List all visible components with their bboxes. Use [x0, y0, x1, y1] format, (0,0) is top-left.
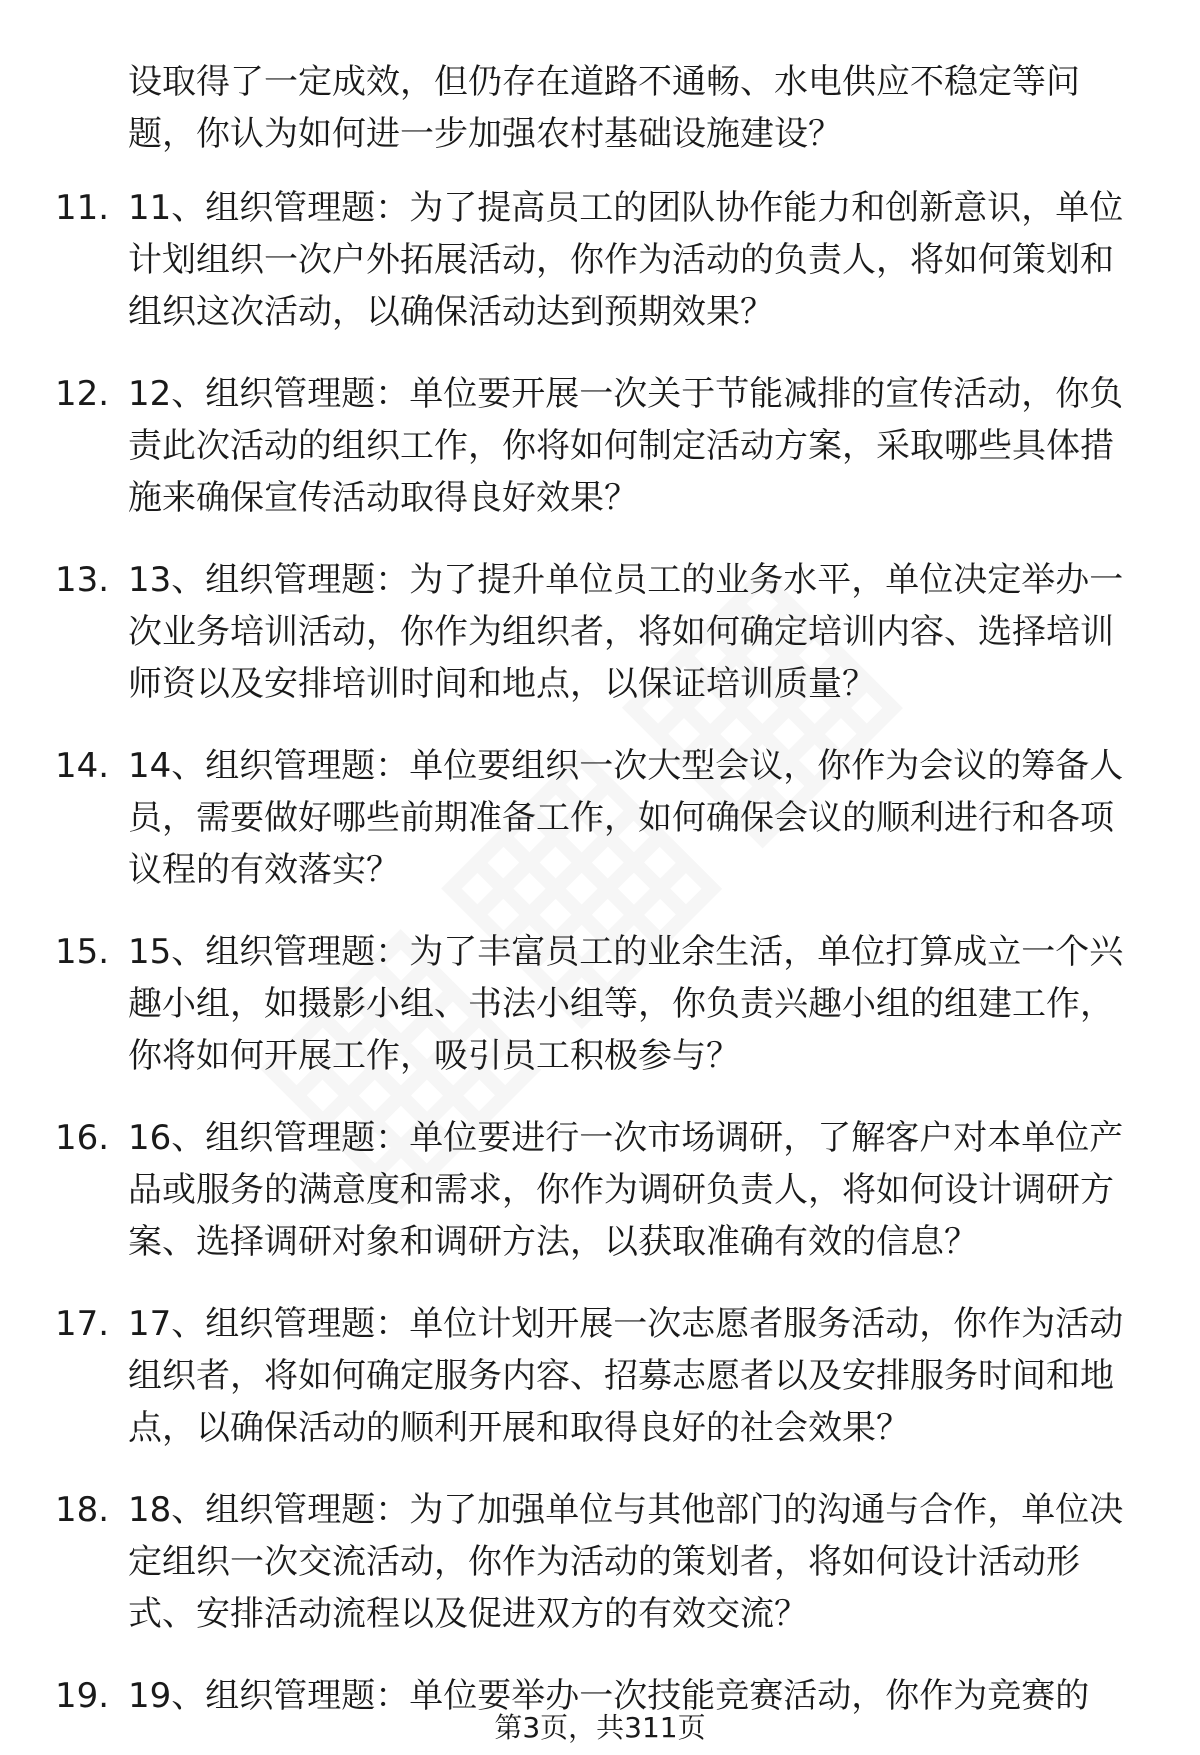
item-text: 14、组织管理题：单位要组织一次大型会议，你作为会议的筹备人员，需要做好哪些前期准备工作，如何确保会议的顺利进行和各项议程的有效落实？	[128, 746, 1124, 890]
list-item	[0, 1298, 1200, 1454]
item-text: 17、组织管理题：单位计划开展一次志愿者服务活动，你作为活动组织者，将如何确定服务内容、招募志愿者以及安排服务时间和地点，以确保活动的顺利开展和取得良好的社会效果？	[128, 1304, 1124, 1448]
continuation-paragraph: 设取得了一定成效，但仍存在道路不通畅、水电供应不稳定等问题，你认为如何进一步加强农村基础设施建设？	[128, 62, 1080, 154]
list-item	[0, 926, 1200, 1082]
list-item	[0, 740, 1200, 896]
list-item	[0, 1484, 1200, 1640]
item-text: 19、组织管理题：单位要举办一次技能竞赛活动，你作为竞赛的	[128, 1676, 1090, 1716]
item-number: 16.	[55, 1118, 110, 1158]
list-item	[0, 368, 1200, 524]
item-number: 15.	[55, 932, 110, 972]
list-item	[0, 1112, 1200, 1268]
list-item	[0, 554, 1200, 710]
item-number: 14.	[55, 746, 110, 786]
item-text: 18、组织管理题：为了加强单位与其他部门的沟通与合作，单位决定组织一次交流活动，你作为活动的策划者，将如何设计活动形式、安排活动流程以及促进双方的有效交流？	[128, 1490, 1124, 1634]
item-text: 15、组织管理题：为了丰富员工的业余生活，单位打算成立一个兴趣小组，如摄影小组、书法小组等，你负责兴趣小组的组建工作，你将如何开展工作，吸引员工积极参与？	[128, 932, 1124, 1076]
question-list	[0, 182, 1200, 1752]
list-item	[0, 182, 1200, 338]
item-number: 18.	[55, 1490, 110, 1530]
item-number: 19.	[55, 1676, 110, 1716]
page-footer: 第3页，共311页	[494, 1711, 706, 1744]
item-text: 16、组织管理题：单位要进行一次市场调研，了解客户对本单位产品或服务的满意度和需求，你作为调研负责人，将如何设计调研方案、选择调研对象和调研方法，以获取准确有效的信息？	[128, 1118, 1124, 1262]
item-number: 11.	[55, 188, 110, 228]
item-text: 11、组织管理题：为了提高员工的团队协作能力和创新意识，单位计划组织一次户外拓展活动，你作为活动的负责人，将如何策划和组织这次活动，以确保活动达到预期效果？	[128, 188, 1124, 332]
item-number: 17.	[55, 1304, 110, 1344]
item-text: 12、组织管理题：单位要开展一次关于节能减排的宣传活动，你负责此次活动的组织工作，你将如何制定活动方案，采取哪些具体措施来确保宣传活动取得良好效果？	[128, 374, 1124, 518]
item-number: 13.	[55, 560, 110, 600]
item-number: 12.	[55, 374, 110, 414]
item-text: 13、组织管理题：为了提升单位员工的业务水平，单位决定举办一次业务培训活动，你作为组织者，将如何确定培训内容、选择培训师资以及安排培训时间和地点，以保证培训质量？	[128, 560, 1124, 704]
